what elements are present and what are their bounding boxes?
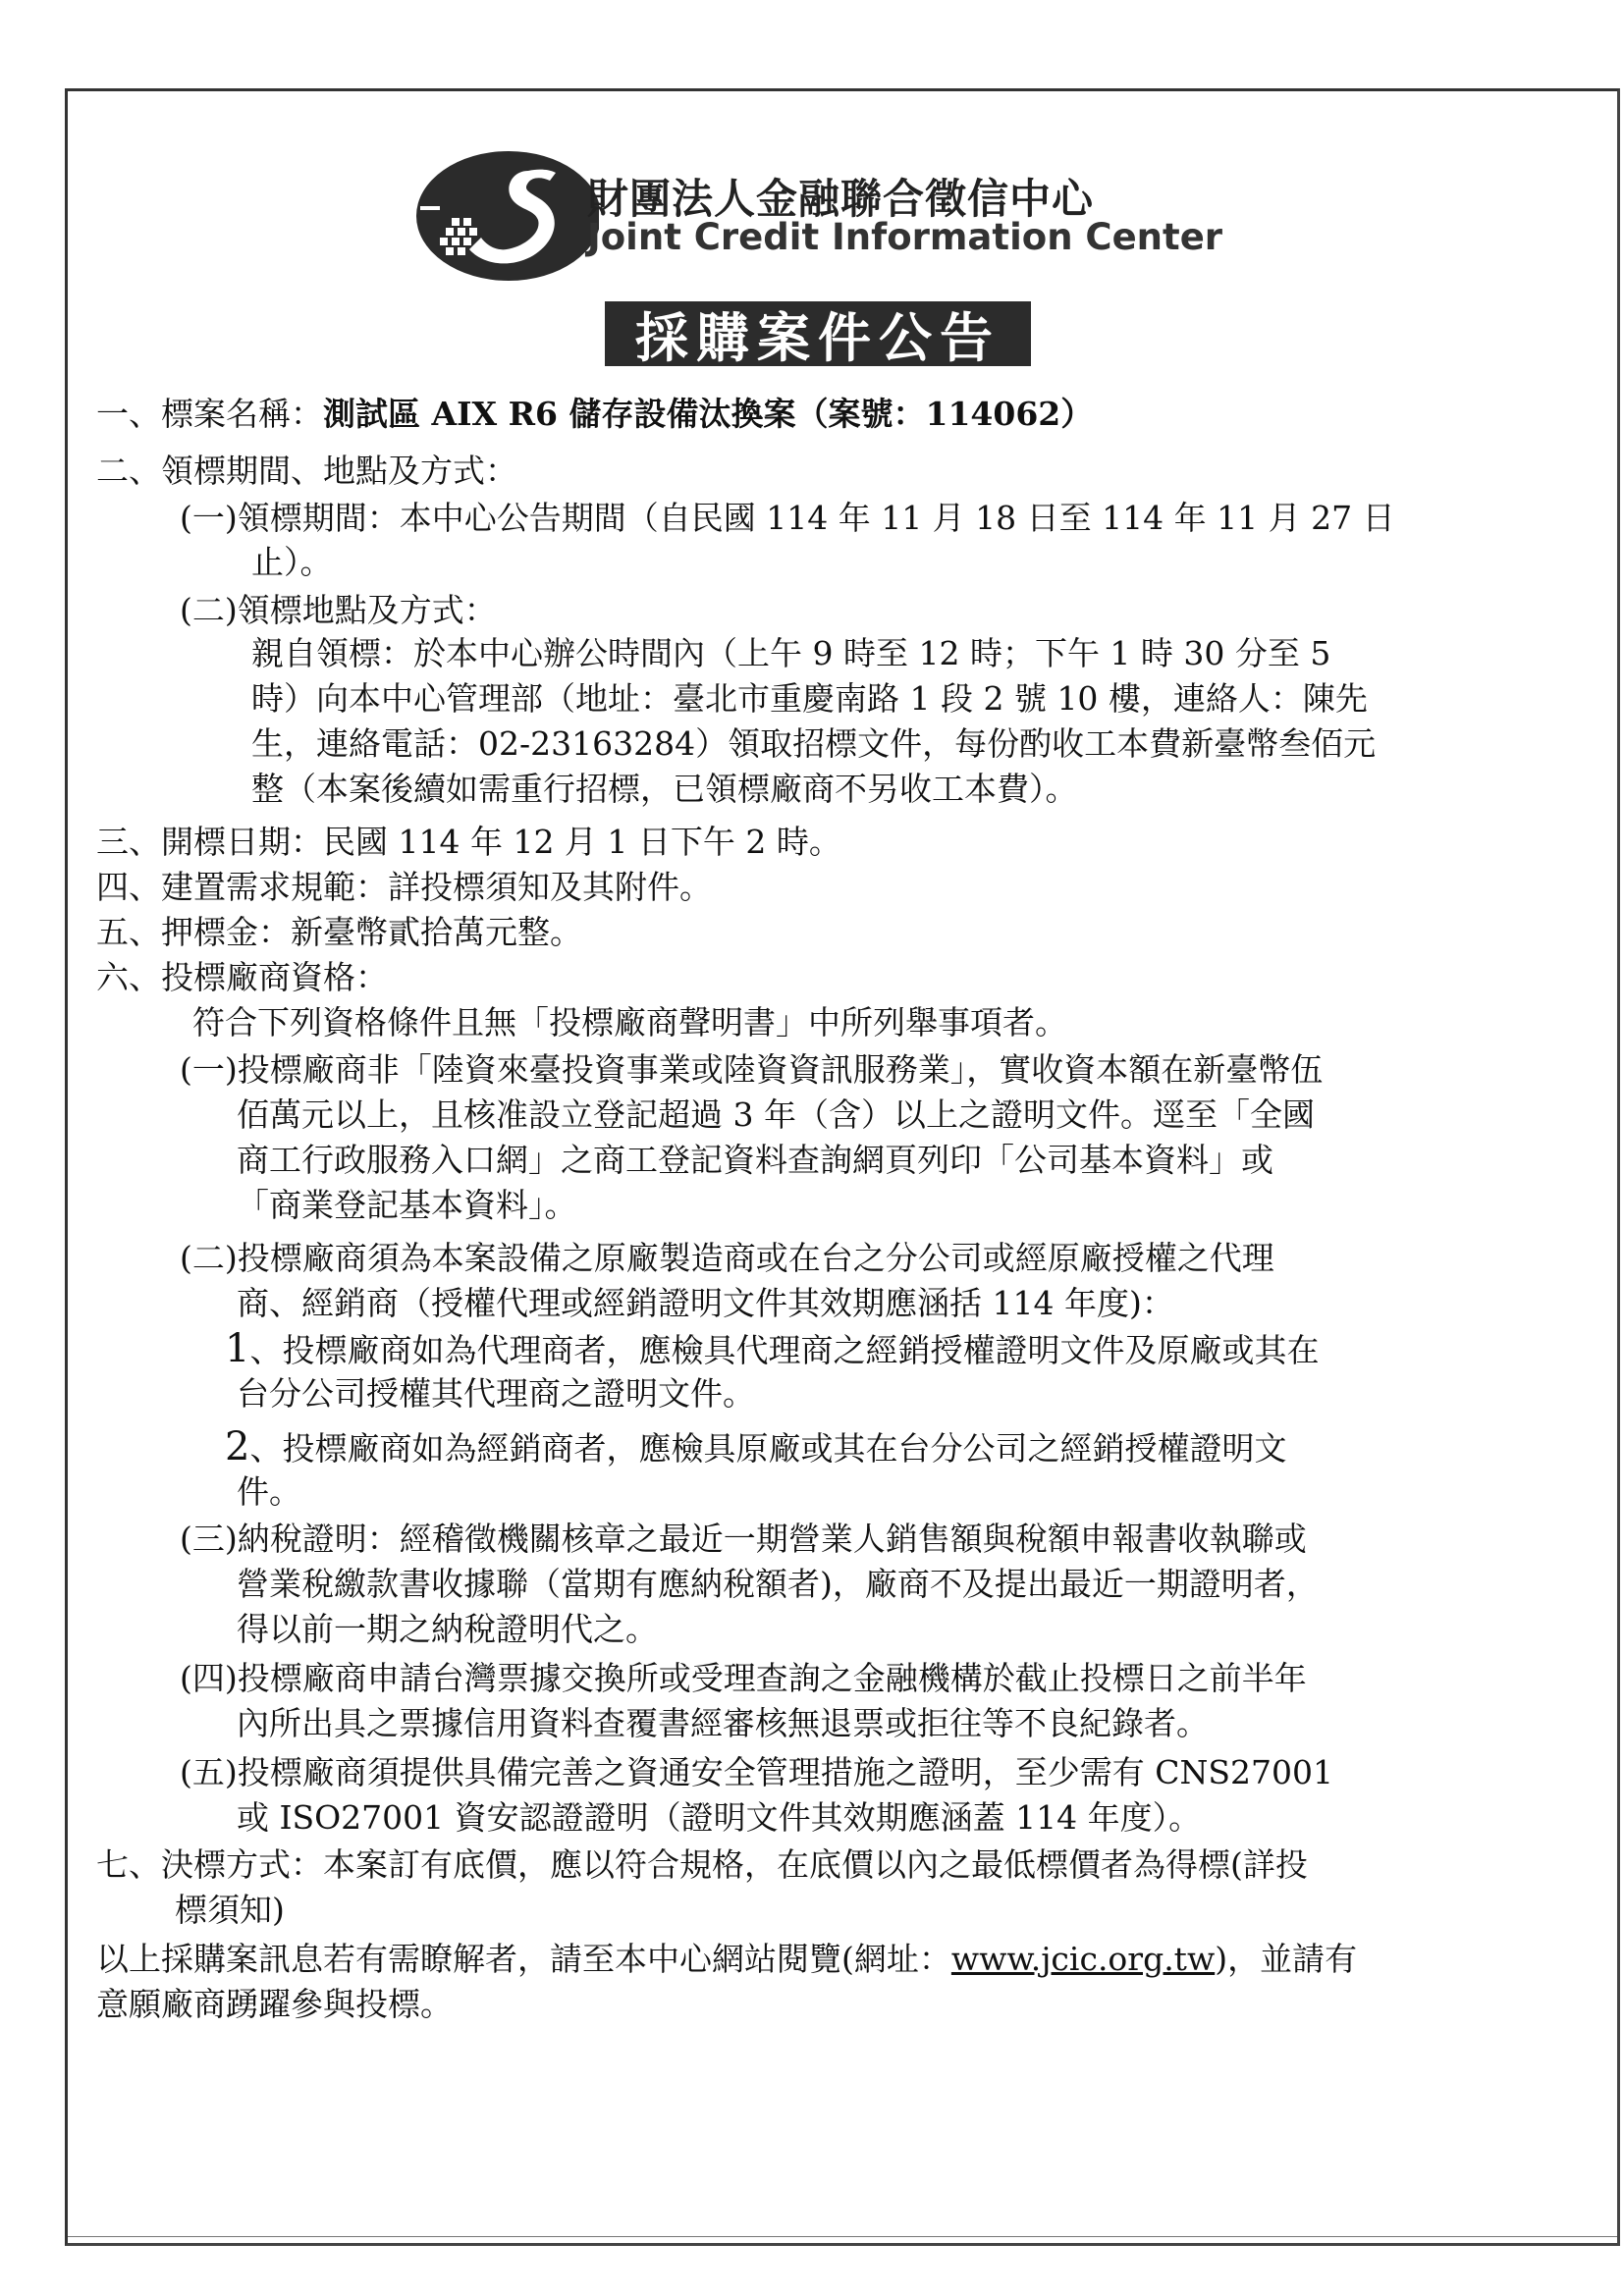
section-6-intro: 符合下列資格條件且無「投標廠商聲明書」中所列舉事項者。 [192,1003,1067,1041]
section-2-item-2-line-3: 生，連絡電話：02-23163284）領取招標文件，每份酌收工本費新臺幣叁佰元 [251,724,1377,763]
closing-text-post: )，並請有 [1215,1940,1358,1978]
section-6-item-3-line-3: 得以前一期之納稅證明代之。 [237,1610,658,1648]
section-3: 三、開標日期：民國 114 年 12 月 1 日下午 2 時。 [96,823,841,861]
section-6-sub-2-line-1 [225,1424,1287,1469]
section-1-label: 一、標案名稱： [96,395,323,433]
section-2-item-2-line-4: 整（本案後續如需重行招標，已領標廠商不另收工本費）。 [251,770,1078,808]
jcic-logo [412,147,1223,285]
section-6-item-3-line-1: (三)納稅證明：經稽徵機關核章之最近一期營業人銷售額與稅額申報書收執聯或 [180,1520,1307,1558]
logo-name-zh: 財團法人金融聯合徵信中心 [587,175,1095,223]
section-6-item-2-line-2: 商、經銷商（授權代理或經銷證明文件其效期應涵括 114 年度)： [237,1284,1174,1322]
closing-line-2: 意願廠商踴躍參與投標。 [96,1985,453,2023]
closing-text-pre: 以上採購案訊息若有需瞭解者，請至本中心網站閱覽(網址： [96,1940,951,1978]
sub-item-1-number: 1 [225,1326,250,1371]
section-6-sub-1-line-1 [225,1326,1320,1371]
section-6-item-1-line-1: (一)投標廠商非「陸資來臺投資事業或陸資資訊服務業」，實收資本額在新臺幣伍 [180,1050,1324,1089]
section-6-sub-1-line-2: 台分公司授權其代理商之證明文件。 [237,1374,755,1413]
section-2-item-2-line-1: 親自領標：於本中心辦公時間內（上午 9 時至 12 時；下午 1 時 30 分至 5 [251,634,1331,672]
section-2-heading: 二、領標期間、地點及方式： [96,452,517,490]
page-title: 採購案件公告 [605,301,1031,366]
section-5: 五、押標金：新臺幣貳拾萬元整。 [96,913,582,951]
section-6-item-5-line-2: 或 ISO27001 資安認證證明（證明文件其效期應涵蓋 114 年度）。 [237,1798,1202,1837]
section-6-item-1-line-4: 「商業登記基本資料」。 [237,1186,577,1224]
sub-item-1-text: 、投標廠商如為代理商者，應檢具代理商之經銷授權證明文件及原廠或其在 [249,1331,1320,1369]
website-link[interactable]: www.jcic.org.tw [950,1940,1216,1978]
section-6-item-2-line-1: (二)投標廠商須為本案設備之原廠製造商或在台之分公司或經原廠授權之代理 [180,1239,1274,1277]
case-name: 測試區 AIX R6 儲存設備汰換案（案號：114062） [323,395,1094,433]
section-6-item-4-line-1: (四)投標廠商申請台灣票據交換所或受理查詢之金融機構於截止投標日之前半年 [180,1659,1307,1697]
section-7-line-2: 標須知) [175,1891,285,1929]
section-4: 四、建置需求規範：詳投標須知及其附件。 [96,868,712,906]
section-2-item-1-line-1: (一)領標期間：本中心公告期間（自民國 114 年 11 月 18 日至 114 年 11 月 27 日 [180,499,1395,537]
section-2-item-2-heading: (二)領標地點及方式： [180,591,497,629]
closing-line-1 [96,1940,1357,1979]
sub-item-2-number: 2 [225,1424,250,1469]
section-6-item-5-line-1: (五)投標廠商須提供具備完善之資通安全管理措施之證明，至少需有 CNS27001 [180,1753,1333,1791]
section-6-item-1-line-2: 佰萬元以上，且核准設立登記超過 3 年（含）以上之證明文件。逕至「全國 [237,1095,1315,1134]
section-6-sub-2-line-2: 件。 [237,1472,301,1511]
section-6-item-1-line-3: 商工行政服務入口網」之商工登記資料查詢網頁列印「公司基本資料」或 [237,1141,1273,1179]
logo-name-en: Joint Credit Information Center [587,216,1223,258]
section-2-item-1-line-2: 止）。 [251,543,333,581]
section-7-line-1: 七、決標方式：本案訂有底價，應以符合規格，在底價以內之最低標價者為得標(詳投 [96,1845,1308,1884]
section-6-heading: 六、投標廠商資格： [96,958,388,996]
section-6-item-3-line-2: 營業稅繳款書收據聯（當期有應納稅額者)，廠商不及提出最近一期證明者， [237,1565,1319,1603]
section-1-line [96,395,1093,434]
jcic-emblem-icon [412,147,599,285]
section-6-item-4-line-2: 內所出具之票據信用資料查覆書經審核無退票或拒往等不良紀錄者。 [237,1704,1209,1742]
sub-item-2-text: 、投標廠商如為經銷商者，應檢具原廠或其在台分公司之經銷授權證明文 [249,1429,1287,1468]
section-2-item-2-line-2: 時）向本中心管理部（地址：臺北市重慶南路 1 段 2 號 10 樓，連絡人：陳先 [251,679,1368,718]
